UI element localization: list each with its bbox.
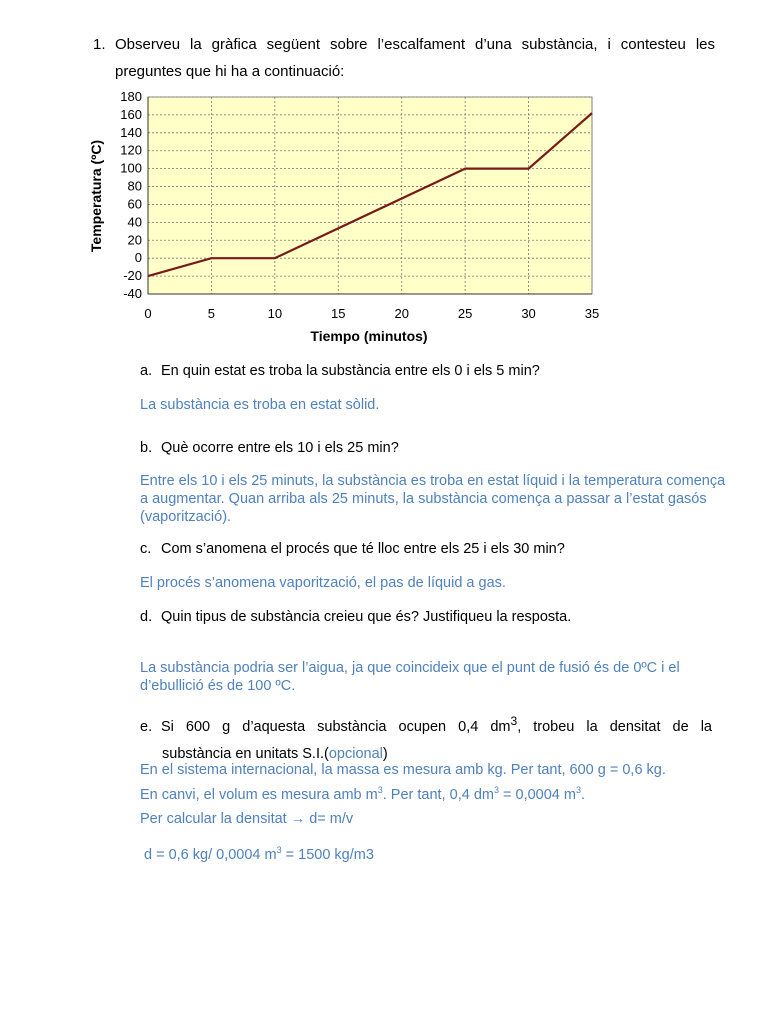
superscript: 3 xyxy=(493,785,499,796)
y-tick-label: -40 xyxy=(123,286,142,301)
x-tick-label: 0 xyxy=(144,306,152,321)
plot-area xyxy=(120,89,599,321)
answer-e-line-1: En el sistema internacional, la massa es mesura amb kg. Per tant, 600 g = 0,6 kg. xyxy=(140,762,666,778)
answer-text: En canvi, el volum es mesura amb m xyxy=(140,787,378,803)
question-letter: c. xyxy=(140,541,152,557)
y-tick-label: 140 xyxy=(120,124,142,140)
x-tick-label: 25 xyxy=(457,306,473,321)
question-d xyxy=(140,608,730,626)
y-axis-label: Temperatura (ºC) xyxy=(88,139,104,253)
question-letter: b. xyxy=(140,440,153,456)
y-tick-label: 60 xyxy=(127,196,142,212)
question-1-text: Observeu la gràfica següent sobre l’escalfament d’una substància, i contesteu les preguntes que hi ha a continuació: xyxy=(115,36,715,80)
answer-e-line-3 xyxy=(140,810,740,828)
question-e-text: , trobeu la densitat de la xyxy=(517,718,712,735)
x-tick-label: 35 xyxy=(584,306,600,321)
y-tick-label: 20 xyxy=(127,232,142,248)
y-tick-label: 180 xyxy=(120,89,142,104)
question-text: Què ocorre entre els 10 i els 25 min? xyxy=(161,440,399,456)
question-b xyxy=(140,439,730,457)
y-tick-label: 80 xyxy=(127,178,142,194)
answer-text: Per calcular la densitat xyxy=(140,811,291,827)
heating-curve-chart xyxy=(84,86,604,348)
question-letter: d. xyxy=(140,609,153,625)
question-e-text: ) xyxy=(382,745,388,762)
answer-a: La substància es troba en estat sòlid. xyxy=(140,397,380,413)
question-text: Quin tipus de substància creieu que és? Justifiqueu la resposta. xyxy=(161,609,572,625)
question-letter: a. xyxy=(140,363,153,379)
question-a xyxy=(140,362,730,380)
optional-label: opcional xyxy=(328,745,383,762)
answer-text: d= m/v xyxy=(305,811,354,827)
y-tick-label: -20 xyxy=(123,268,142,284)
plot-background xyxy=(148,97,592,294)
question-c xyxy=(140,540,730,558)
answer-text: . xyxy=(581,787,586,803)
question-e-line-1 xyxy=(140,708,712,741)
superscript: 3 xyxy=(276,845,282,856)
y-tick-label: 40 xyxy=(127,214,142,230)
x-tick-label: 30 xyxy=(521,306,536,321)
superscript: 3 xyxy=(377,785,383,796)
answer-text: = 0,0004 m xyxy=(499,787,576,803)
superscript: 3 xyxy=(510,714,518,728)
y-tick-label: 160 xyxy=(120,106,142,122)
question-text: En quin estat es troba la substància entre els 0 i els 5 min? xyxy=(161,363,540,379)
question-e-text: Si 600 g d’aquesta substància ocupen 0,4 dm xyxy=(161,718,511,735)
answer-e-line-2 xyxy=(140,786,740,804)
superscript: 3 xyxy=(575,785,581,796)
answer-c: El procés s’anomena vaporització, el pas de líquid a gas. xyxy=(140,575,506,591)
question-text: Com s’anomena el procés que té lloc entre els 25 i els 30 min? xyxy=(161,541,565,557)
y-tick-label: 120 xyxy=(120,142,142,158)
y-tick-label: 0 xyxy=(134,250,142,266)
answer-text: d = 0,6 kg/ 0,0004 m xyxy=(144,847,277,863)
question-e xyxy=(140,708,712,768)
question-letter: e. xyxy=(140,718,153,735)
answer-b: Entre els 10 i els 25 minuts, la substància es troba en estat líquid i la temperatura comença a augmentar. Quan arriba als 25 minuts, la substància comença a passar a l’estat gasós (vaporització). xyxy=(140,473,726,525)
question-number: 1. xyxy=(93,36,106,53)
right-arrow-icon: → xyxy=(290,811,306,827)
y-tick-label: 100 xyxy=(120,160,142,176)
question-1 xyxy=(93,31,715,85)
answer-text: . Per tant, 0,4 dm xyxy=(382,787,494,803)
answer-text: = 1500 kg/m3 xyxy=(281,847,374,863)
x-axis-label: Tiempo (minutos) xyxy=(310,328,428,344)
answer-d: La substància podria ser l’aigua, ja que coincideix que el punt de fusió és de 0ºC i el d’ebullició és de 100 ºC. xyxy=(140,660,680,694)
x-tick-label: 10 xyxy=(267,306,283,321)
question-e-text: substància en unitats S.I.( xyxy=(162,745,329,762)
x-tick-label: 20 xyxy=(394,306,409,321)
x-tick-label: 15 xyxy=(331,306,346,321)
x-tick-label: 5 xyxy=(207,306,216,321)
answer-e-line-4 xyxy=(144,846,744,864)
